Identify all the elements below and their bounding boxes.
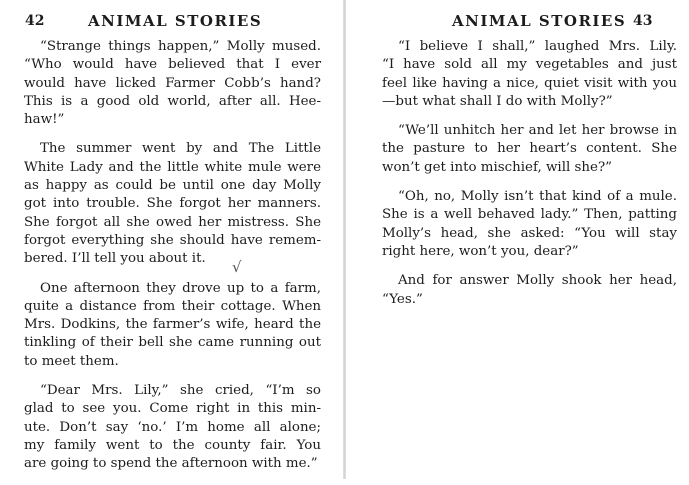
text-line: bered. I’ll tell you about it. [24,251,206,267]
text-line: are going to spend the afternoon with me.” [24,456,318,472]
text-line: Mrs. Dodkins, the farmer’s wife, heard the [24,317,321,333]
paragraph [24,382,321,473]
text-line: forgot everything she should have remem- [24,232,321,248]
page-number: 43 [633,13,653,29]
text-line: as happy as could be until one day Molly [24,178,321,194]
paragraph [382,38,677,111]
text-line: quite a distance from their cottage. When [24,298,321,314]
text-line: Molly’s head, she asked: “You will stay [382,225,677,241]
text-line: “I believe I shall,” laughed Mrs. Lily. [398,39,677,54]
text-line: got into trouble. She forgot her manners. [24,196,321,212]
text-line: White Lady and the little white mule were [24,159,321,175]
handwritten-check-mark: √ [232,258,242,276]
text-line: won’t get into mischief, will she?” [382,159,612,175]
text-line: “Dear Mrs. Lily,” she cried, “I’m so [40,383,321,399]
running-title: ANIMAL STORIES [88,12,263,30]
text-line: One afternoon they drove up to a farm, [40,280,321,296]
paragraph [382,188,677,261]
paragraph [24,140,321,268]
running-title: ANIMAL STORIES [452,12,627,30]
left-page [0,0,344,479]
left-page-header [0,12,344,32]
text-line: haw!” [24,112,65,128]
text-line: my family went to the county fair. You [24,437,321,453]
text-line: —but what shall I do with Molly?” [382,93,613,109]
right-page-header [345,12,689,32]
left-page-text [24,38,321,485]
text-line: She forgot all she owed her mistress. She [24,214,321,230]
text-line: “I have sold all my vegetables and just [382,57,677,73]
text-line: She is a well behaved lady.” Then, patting [382,207,677,223]
paragraph [24,38,321,129]
text-line: “We’ll unhitch her and let her browse in [398,123,677,139]
paragraph [24,280,321,371]
paragraph [382,272,677,309]
text-line: the pasture to her heart’s content. She [382,141,677,157]
text-line: would have licked Farmer Cobb’s hand? [24,75,321,91]
text-line: right here, won’t you, dear?” [382,243,579,259]
text-line: And for answer Molly shook her head, [398,273,677,289]
text-line: tinkling of their bell she came running out [24,335,321,351]
text-line: The summer went by and The Little [40,141,321,157]
paragraph [382,122,677,177]
right-page-text [382,38,677,320]
text-line: “Strange things happen,” Molly mused. [40,39,321,54]
text-line: to meet them. [24,353,119,369]
page-number: 42 [25,13,45,29]
text-line: ute. Don’t say ‘no.’ I’m home all alone; [24,419,321,435]
text-line: “Yes.” [382,291,423,307]
text-line: feel like having a nice, quiet visit with you [382,75,677,91]
text-line: “Who would have believed that I ever [24,57,321,73]
text-line: “Oh, no, Molly isn’t that kind of a mule. [398,189,677,205]
text-line: This is a good old world, after all. Hee- [24,93,321,109]
right-page [345,0,689,479]
text-line: glad to see you. Come right in this min- [24,401,321,417]
